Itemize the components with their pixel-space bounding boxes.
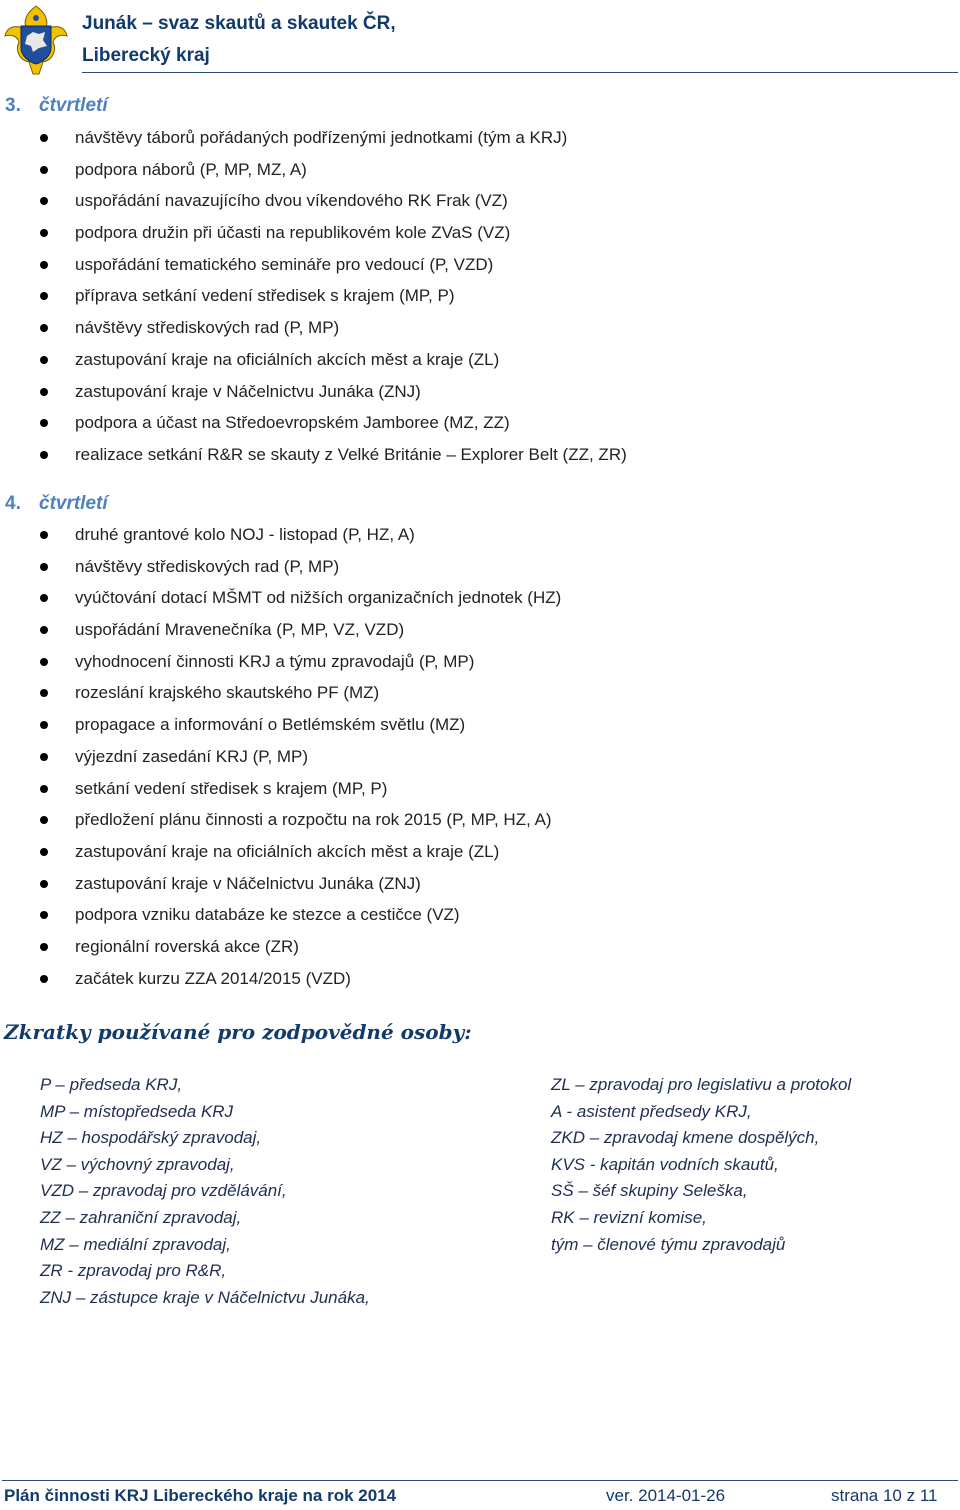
abbreviations-left-column — [40, 1072, 370, 1311]
bullet-icon — [40, 166, 48, 174]
bullet-icon — [40, 911, 48, 919]
list-item-text: rozeslání krajského skautského PF (MZ) — [75, 683, 380, 703]
quarter-4-label: čtvrtletí — [39, 493, 108, 514]
list-item-text: návštěvy střediskových rad (P, MP) — [75, 556, 340, 576]
abbreviation-entry: ZR - zpravodaj pro R&R, — [40, 1261, 227, 1281]
list-item — [0, 376, 627, 408]
bullet-icon — [40, 753, 48, 761]
quarter-3-number: 3. — [5, 95, 21, 116]
bullet-icon — [40, 975, 48, 983]
list-item — [0, 677, 561, 709]
abbreviation-entry: ZZ – zahraniční zpravodaj, — [40, 1207, 242, 1227]
list-item-text: druhé grantové kolo NOJ - listopad (P, HZ, A) — [75, 525, 415, 544]
quarter-4-number: 4. — [5, 493, 21, 514]
bullet-icon — [40, 134, 48, 142]
list-item — [0, 931, 561, 963]
header-divider — [82, 72, 958, 73]
list-item-text: regionální roverská akce (ZR) — [75, 936, 299, 956]
list-item — [0, 963, 561, 995]
list-item — [0, 868, 561, 900]
abbreviation-entry: ZL – zpravodaj pro legislativu a protokol — [551, 1075, 852, 1094]
list-item — [0, 741, 561, 773]
bullet-icon — [40, 943, 48, 951]
list-item-text: předložení plánu činnosti a rozpočtu na rok 2015 (P, MP, HZ, A) — [75, 810, 552, 830]
list-item-text: podpora družin při účasti na republikovém kole ZVaS (VZ) — [75, 223, 511, 243]
footer-page-number: strana 10 z 11 — [831, 1486, 938, 1505]
abbreviations-heading: Zkratky používané pro zodpovědné osoby: — [4, 1020, 472, 1044]
bullet-icon — [40, 785, 48, 793]
list-item — [0, 312, 627, 344]
list-item-text: vyhodnocení činnosti KRJ a týmu zpravodajů (P, MP) — [75, 651, 475, 671]
scout-lily-shield-icon — [3, 4, 69, 76]
list-item-text: návštěvy táborů pořádaných podřízenými jednotkami (tým a KRJ) — [75, 128, 568, 147]
quarter-4-heading — [5, 492, 108, 516]
abbreviation-entry: KVS - kapitán vodních skautů, — [551, 1154, 779, 1174]
list-item — [0, 249, 627, 281]
footer-divider — [2, 1480, 958, 1481]
list-item — [0, 122, 627, 154]
list-item-text: vyúčtování dotací MŠMT od nižších organizačních jednotek (HZ) — [75, 588, 562, 608]
abbreviation-entry: HZ – hospodářský zpravodaj, — [40, 1128, 262, 1148]
footer-document-title: Plán činnosti KRJ Libereckého kraje na rok 2014 — [4, 1486, 397, 1505]
bullet-icon — [40, 419, 48, 427]
list-item-text: setkání vedení středisek s krajem (MP, P) — [75, 778, 388, 798]
list-item-text: podpora náborů (P, MP, MZ, A) — [75, 159, 307, 179]
abbreviation-entry: A - asistent předsedy KRJ, — [551, 1101, 752, 1121]
list-item — [0, 582, 561, 614]
list-item-text: zastupování kraje na oficiálních akcích měst a kraje (ZL) — [75, 349, 500, 369]
quarter-3-heading — [5, 94, 108, 118]
header-title-line-2: Liberecký kraj — [82, 45, 210, 66]
header-title-line-1: Junák – svaz skautů a skautek ČR, — [82, 13, 396, 34]
abbreviation-entry: RK – revizní komise, — [551, 1207, 707, 1227]
abbreviation-entry: VZ – výchovný zpravodaj, — [40, 1154, 235, 1174]
abbreviation-entry: SŠ – šéf skupiny Seleška, — [551, 1181, 748, 1201]
abbreviation-entry: MP – místopředseda KRJ — [40, 1101, 234, 1121]
list-item-text: návštěvy střediskových rad (P, MP) — [75, 318, 340, 338]
list-item-text: uspořádání navazujícího dvou víkendového RK Frak (VZ) — [75, 191, 508, 211]
list-item-text: realizace setkání R&R se skauty z Velké Británie – Explorer Belt (ZZ, ZR) — [75, 444, 627, 464]
list-item-text: zastupování kraje v Náčelnictvu Junáka (ZNJ) — [75, 873, 421, 893]
abbreviation-entry: P – předseda KRJ, — [40, 1075, 183, 1094]
list-item — [0, 804, 561, 836]
list-item — [0, 899, 561, 931]
quarter-3-label: čtvrtletí — [39, 95, 108, 116]
list-item — [0, 407, 627, 439]
bullet-icon — [40, 880, 48, 888]
bullet-icon — [40, 531, 48, 539]
bullet-icon — [40, 197, 48, 205]
list-item-text: začátek kurzu ZZA 2014/2015 (VZD) — [75, 968, 351, 988]
bullet-icon — [40, 261, 48, 269]
list-item — [0, 344, 627, 376]
list-item — [0, 185, 627, 217]
list-item-text: propagace a informování o Betlémském světlu (MZ) — [75, 715, 466, 735]
list-item — [0, 709, 561, 741]
list-item — [0, 551, 561, 583]
list-item — [0, 773, 561, 805]
list-item-text: příprava setkání vedení středisek s krajem (MP, P) — [75, 286, 455, 306]
list-item-text: zastupování kraje v Náčelnictvu Junáka (ZNJ) — [75, 381, 421, 401]
footer-version: ver. 2014-01-26 — [606, 1486, 726, 1505]
list-item-text: uspořádání tematického semináře pro vedoucí (P, VZD) — [75, 254, 494, 274]
quarter-3-list — [0, 122, 627, 471]
bullet-icon — [40, 292, 48, 300]
organization-title — [82, 8, 396, 72]
bullet-icon — [40, 563, 48, 571]
bullet-icon — [40, 689, 48, 697]
bullet-icon — [40, 721, 48, 729]
abbreviations-right-column — [551, 1072, 851, 1258]
list-item-text: zastupování kraje na oficiálních akcích měst a kraje (ZL) — [75, 841, 500, 861]
list-item — [0, 614, 561, 646]
abbreviation-entry: tým – členové týmu zpravodajů — [551, 1234, 786, 1254]
list-item-text: uspořádání Mravenečníka (P, MP, VZ, VZD) — [75, 620, 405, 640]
bullet-icon — [40, 658, 48, 666]
page-header — [0, 0, 960, 80]
bullet-icon — [40, 594, 48, 602]
list-item — [0, 519, 561, 551]
quarter-4-list — [0, 519, 561, 994]
bullet-icon — [40, 816, 48, 824]
list-item — [0, 217, 627, 249]
list-item — [0, 836, 561, 868]
bullet-icon — [40, 324, 48, 332]
abbreviation-entry: ZKD – zpravodaj kmene dospělých, — [551, 1128, 820, 1148]
list-item-text: podpora vzniku databáze ke stezce a cestičce (VZ) — [75, 905, 460, 925]
abbreviation-entry: VZD – zpravodaj pro vzdělávání, — [40, 1181, 287, 1201]
list-item — [0, 280, 627, 312]
bullet-icon — [40, 848, 48, 856]
bullet-icon — [40, 356, 48, 364]
abbreviation-entry: ZNJ – zástupce kraje v Náčelnictvu Junáka, — [40, 1287, 370, 1307]
bullet-icon — [40, 229, 48, 237]
abbreviation-entry: MZ – mediální zpravodaj, — [40, 1234, 231, 1254]
bullet-icon — [40, 388, 48, 396]
list-item-text: výjezdní zasedání KRJ (P, MP) — [75, 746, 309, 766]
bullet-icon — [40, 451, 48, 459]
list-item — [0, 646, 561, 678]
list-item — [0, 439, 627, 471]
list-item-text: podpora a účast na Středoevropském Jamboree (MZ, ZZ) — [75, 413, 510, 433]
bullet-icon — [40, 626, 48, 634]
list-item — [0, 154, 627, 186]
